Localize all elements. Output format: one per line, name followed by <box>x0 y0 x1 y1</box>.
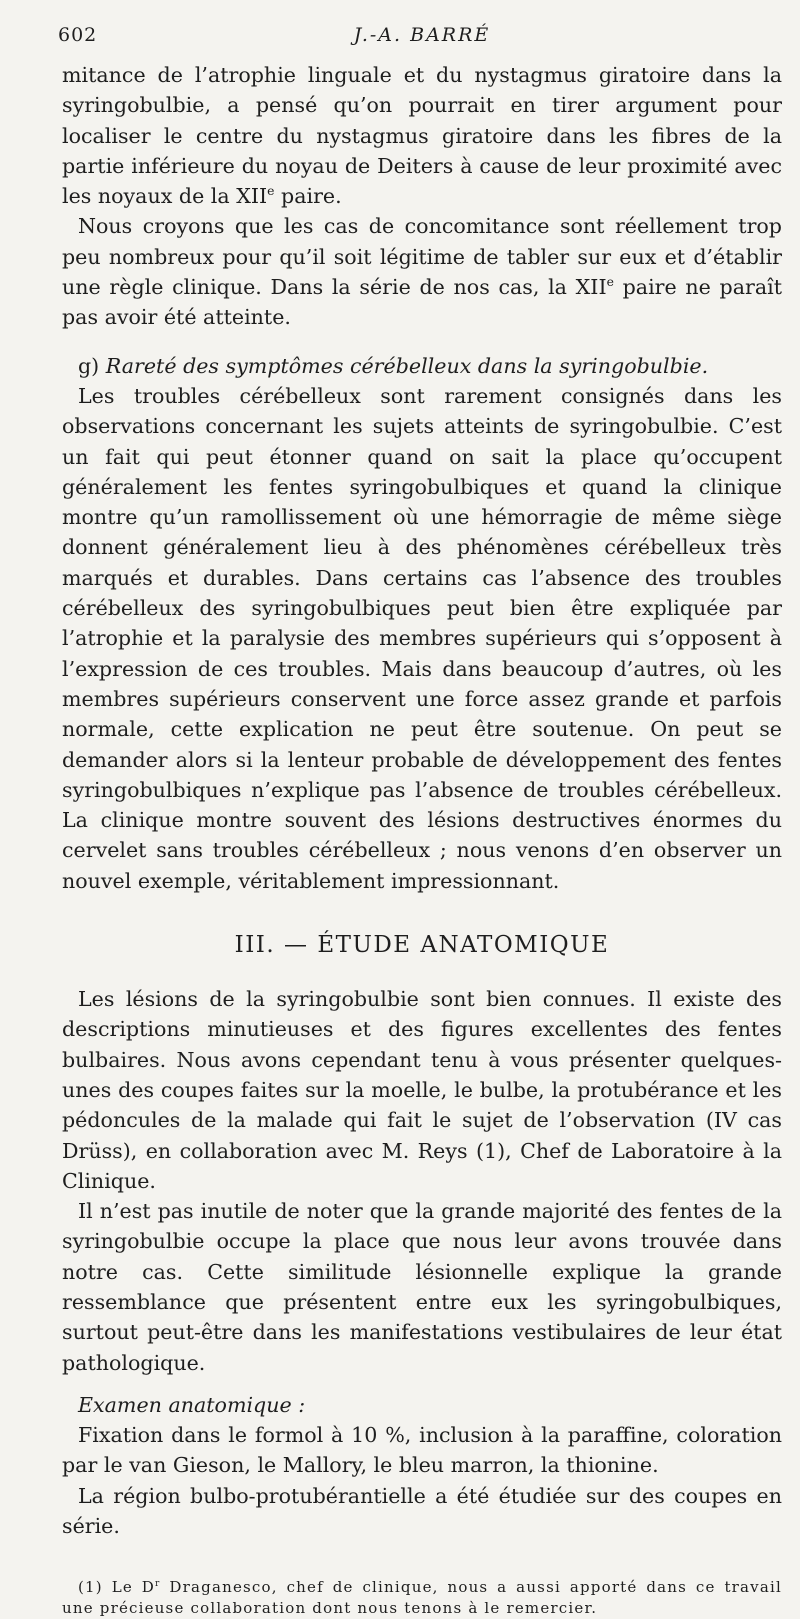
paragraph-region: La région bulbo-protubérantielle a été étudiée sur des coupes en série. <box>62 1483 782 1539</box>
paragraph-similarity: Il n’est pas inutile de noter que la grande majorité des fentes de la syringobulbie occupe la place que nous leur avons trouvée dans notre cas. Cette similitude lésionnelle explique la grande ressemblance que présentent entre eux les syringobulbiques, surtout peut-être dans les manifestations vestibulaires de leur état pathologique. <box>62 1199 782 1375</box>
running-head <box>58 24 782 60</box>
section-heading: III. — ÉTUDE ANATOMIQUE <box>234 932 610 959</box>
running-head-author: J.-A. BARRÉ <box>353 24 491 46</box>
footnote-1: (1) Le $D^r$ Draganesco, chef de clinique, nous a aussi apporté dans ce travail une précieuse collaboration dont nous tenons à le remercier. <box>62 1578 782 1618</box>
paragraph-concomitance: Nous croyons que les cas de concomitance sont réellement trop peu nombreux pour qu’il soit légitime de tabler sur eux et d’établir une règle clinique. Dans la série de nos cas, la XIIe paire ne paraît pas avoir été atteinte. <box>62 214 782 330</box>
subsection-heading-g: g) Rareté des symptômes cérébelleux dans la syringobulbie. <box>78 353 709 378</box>
paragraph-fixation: Fixation dans le formol à 10 %, inclusion à la paraffine, coloration par le van Gieson, le Mallory, le bleu marron, la thionine. <box>62 1423 782 1478</box>
page-number: 602 <box>58 24 98 46</box>
examen-heading: Examen anatomique : <box>78 1392 306 1417</box>
footnotes <box>62 1577 782 1619</box>
paragraph-continuation: mitance de l’atrophie linguale et du nystagmus giratoire dans la syringobulbie, a pensé qu’on pourrait en tirer argument pour localiser le centre du nystagmus giratoire dans les fibres de la partie inférieure du noyau de Deiters à cause de leur proximité avec les noyaux de la XIIe paire. <box>62 63 782 209</box>
paragraph-lesions: Les lésions de la syringobulbie sont bien connues. Il existe des descriptions minutieuses et des figures excellentes des fentes bulbaires. Nous avons cependant tenu à vous présenter quelques-unes des coupes faites sur la moelle, le bulbe, la protubérance et les pédoncules de la malade qui fait le sujet de l’observation (IV cas Drüss), en collaboration avec M. Reys (1), Chef de Laboratoire à la Clinique. <box>62 987 782 1193</box>
paragraph-cerebellar: Les troubles cérébelleux sont rarement consignés dans les observations concernant les sujets atteints de syringobulbie. C’est un fait qui peut étonner quand on sait la place qu’occupent généralement les fentes syringobulbiques et quand la clinique montre qu’un ramollissement où une hémorragie de même siège donnent généralement lieu à des phénomènes cérébelleux très marqués et durables. Dans certains cas l’absence des troubles cérébelleux des syringobulbiques peut bien être expliquée par l’atrophie et la paralysie des membres supérieurs qui s’opposent à l’expression de ces troubles. Mais dans beaucoup d’autres, où les membres supérieurs conservent une force assez grande et parfois normale, cette explication ne peut être soutenue. On peut se demander alors si la lenteur probable de développement des fentes syringobulbiques n’explique pas l’absence de troubles cérébelleux. La clinique montre souvent des lésions destructives énormes du cervelet sans troubles cérébelleux ; nous venons d’en observer un nouvel exemple, véritablement impressionnant. <box>62 383 782 893</box>
page <box>58 24 782 1619</box>
